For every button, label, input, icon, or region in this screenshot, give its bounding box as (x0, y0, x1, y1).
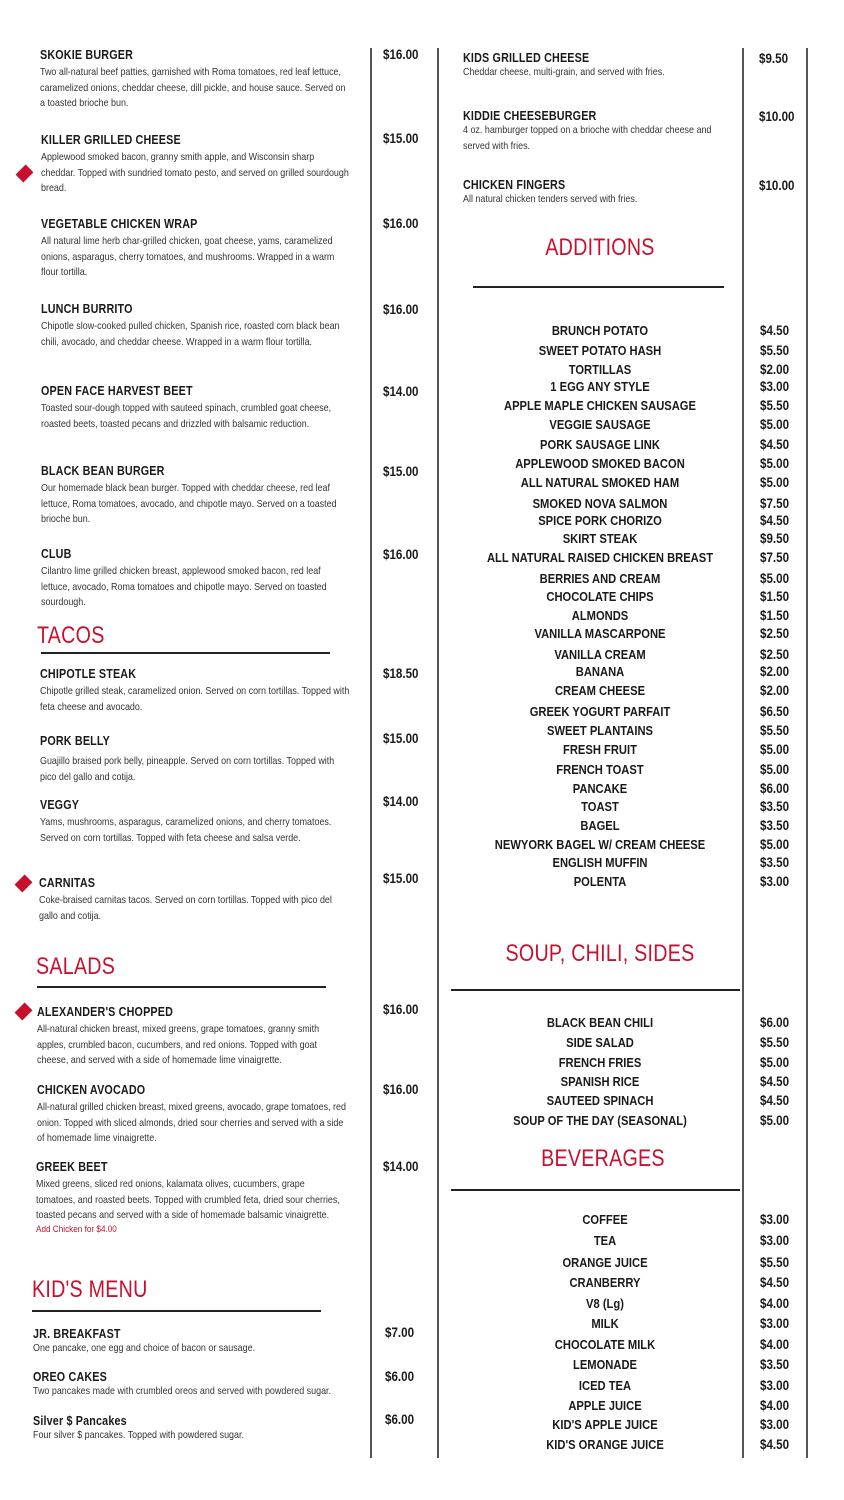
menu-item (41, 384, 351, 432)
list-item-price: $4.00 (760, 1337, 790, 1352)
item-price: $16.00 (383, 547, 419, 562)
list-item-name: BLACK BEAN CHILI (546, 1015, 654, 1030)
list-item-price: $9.50 (760, 531, 790, 546)
item-description: Two all-natural beef patties, garnished with Roma tomatoes, red leaf lettuce, caramelized onions, cheddar cheese, dill pickle, and house sauce. Served on a toasted brioche bun. (40, 67, 346, 109)
list-item-price: $5.00 (760, 762, 790, 777)
list-item-price: $5.00 (760, 571, 790, 586)
item-description: Our homemade black bean burger. Topped with cheddar cheese, red leaf lettuce, Roma tomatoes, avocado, and chipotle mayo. Served on a toasted brioche bun. (41, 483, 337, 525)
item-price: $15.00 (383, 871, 419, 886)
list-item-price: $5.50 (760, 1255, 790, 1270)
item-price: $10.00 (759, 178, 795, 193)
list-item-name: SWEET PLANTAINS (546, 723, 653, 738)
menu-item (40, 798, 350, 846)
item-name: CLUB (41, 547, 72, 561)
list-item-name: CHOCOLATE CHIPS (546, 589, 654, 604)
list-item-price: $3.00 (760, 379, 790, 394)
menu-item (33, 1370, 343, 1400)
list-item-price: $3.00 (760, 1212, 790, 1227)
item-price: $7.00 (385, 1325, 415, 1340)
menu-item (40, 734, 350, 785)
list-item-price: $4.50 (760, 323, 790, 338)
item-price: $18.50 (383, 666, 419, 681)
list-item-price: $3.50 (760, 818, 790, 833)
list-item-name: LEMONADE (573, 1357, 637, 1372)
list-item-name: APPLE JUICE (568, 1398, 642, 1413)
list-item-price: $4.50 (760, 1074, 790, 1089)
list-item-name: V8 (Lg) (586, 1296, 624, 1311)
list-item-name: VANILLA MASCARPONE (534, 626, 666, 641)
item-description: Applewood smoked bacon, granny smith apple, and Wisconsin sharp cheddar. Topped with sundried tomato pesto, and served on grilled sourdough bread. (41, 152, 349, 194)
list-item-price: $3.50 (760, 1357, 790, 1372)
list-item-price: $5.00 (760, 1055, 790, 1070)
list-item-price: $3.00 (760, 1233, 790, 1248)
list-item-price: $3.00 (760, 1378, 790, 1393)
list-item-price: $6.00 (760, 1015, 790, 1030)
item-name: VEGGY (40, 798, 80, 812)
menu-item (36, 1160, 346, 1235)
item-name: OPEN FACE HARVEST BEET (41, 384, 193, 398)
item-description: 4 oz. hamburger topped on a brioche with cheddar cheese and served with fries. (463, 125, 712, 152)
item-name: CHICKEN FINGERS (463, 178, 566, 192)
section-title: BEVERAGES (541, 1145, 665, 1172)
list-item-price: $2.00 (760, 362, 790, 377)
item-price: $6.00 (385, 1412, 415, 1427)
list-item-price: $3.00 (760, 1417, 790, 1432)
list-item-name: SMOKED NOVA SALMON (532, 496, 668, 511)
item-price: $14.00 (383, 384, 419, 399)
list-item-price: $5.00 (760, 837, 790, 852)
item-description: Yams, mushrooms, asparagus, caramelized onions, and cherry tomatoes. Served on corn tortillas. Topped with feta cheese and salsa verde. (40, 817, 332, 844)
item-description: All natural chicken tenders served with fries. (463, 194, 638, 205)
menu-item (41, 302, 351, 350)
list-item-price: $4.50 (760, 1437, 790, 1452)
menu-item (40, 48, 350, 112)
menu-item (37, 1005, 347, 1069)
list-item-name: NEWYORK BAGEL W/ CREAM CHEESE (494, 837, 706, 852)
item-description: One pancake, one egg and choice of bacon or sausage. (33, 1343, 256, 1354)
item-price: $6.00 (385, 1369, 415, 1384)
item-name: KIDS GRILLED CHEESE (463, 51, 590, 65)
item-name: ALEXANDER'S CHOPPED (37, 1005, 174, 1019)
list-item-name: APPLEWOOD SMOKED BACON (515, 456, 685, 471)
red-diamond-icon (15, 1003, 33, 1021)
list-item-price: $4.50 (760, 513, 790, 528)
item-name: JR. BREAKFAST (33, 1327, 121, 1341)
list-item-name: MILK (591, 1316, 619, 1331)
item-name: PORK BELLY (40, 734, 111, 748)
item-name: KIDDIE CHEESEBURGER (463, 109, 597, 123)
list-item-price: $1.50 (760, 608, 790, 623)
item-name: CHIPOTLE STEAK (40, 667, 137, 681)
list-item-price: $5.00 (760, 1113, 790, 1128)
column-divider (370, 48, 372, 1458)
list-item-name: VEGGIE SAUSAGE (549, 417, 651, 432)
list-item-price: $5.50 (760, 343, 790, 358)
list-item-name: ORANGE JUICE (562, 1255, 648, 1270)
list-item-name: BERRIES AND CREAM (539, 571, 661, 586)
section-divider (473, 286, 724, 288)
item-name: LUNCH BURRITO (41, 302, 133, 316)
section-title: KID'S MENU (32, 1276, 148, 1303)
item-description: Cheddar cheese, multi-grain, and served with fries. (463, 67, 665, 78)
list-item-price: $2.00 (760, 683, 790, 698)
list-item-name: GREEK YOGURT PARFAIT (529, 704, 671, 719)
list-item-name: SIDE SALAD (566, 1035, 634, 1050)
column-divider (806, 48, 808, 1458)
menu-item (463, 109, 773, 154)
list-item-price: $6.50 (760, 704, 790, 719)
list-item-name: POLENTA (573, 874, 627, 889)
list-item-name: COFFEE (582, 1212, 628, 1227)
list-item-name: BANANA (575, 664, 625, 679)
add-on-note: Add Chicken for $4.00 (36, 1223, 117, 1235)
item-price: $14.00 (383, 1159, 419, 1174)
list-item-price: $5.50 (760, 723, 790, 738)
list-item-name: ALL NATURAL RAISED CHICKEN BREAST (486, 550, 714, 565)
item-name: VEGETABLE CHICKEN WRAP (41, 217, 198, 231)
list-item-price: $4.00 (760, 1296, 790, 1311)
list-item-name: ENGLISH MUFFIN (552, 855, 648, 870)
item-description: Two pancakes made with crumbled oreos and served with powdered sugar. (33, 1386, 332, 1397)
red-diamond-icon (15, 875, 33, 893)
list-item-price: $5.50 (760, 398, 790, 413)
list-item-name: SWEET POTATO HASH (538, 343, 662, 358)
menu-item (463, 178, 773, 208)
list-item-name: PANCAKE (572, 781, 628, 796)
list-item-price: $5.00 (760, 475, 790, 490)
section-title: SALADS (36, 953, 116, 980)
list-item-name: CREAM CHEESE (554, 683, 646, 698)
item-price: $15.00 (383, 131, 419, 146)
list-item-name: FRENCH TOAST (556, 762, 644, 777)
section-title: TACOS (37, 622, 105, 649)
menu-item (41, 217, 351, 281)
list-item-name: APPLE MAPLE CHICKEN SAUSAGE (504, 398, 696, 413)
section-divider (32, 1310, 321, 1312)
list-item-name: FRENCH FRIES (558, 1055, 642, 1070)
list-item-name: SPANISH RICE (560, 1074, 640, 1089)
list-item-price: $7.50 (760, 550, 790, 565)
list-item-price: $2.50 (760, 647, 790, 662)
menu-item (41, 547, 351, 611)
list-item-price: $1.50 (760, 589, 790, 604)
item-description: All natural lime herb char-grilled chicken, goat cheese, yams, caramelized onions, asparagus, cherry tomatoes, and mushrooms. Wrapped in a warm flour tortilla. (41, 236, 335, 278)
item-name: KILLER GRILLED CHEESE (41, 133, 181, 147)
list-item-price: $2.00 (760, 664, 790, 679)
list-item-name: SKIRT STEAK (562, 531, 638, 546)
item-description: Four silver $ pancakes. Topped with powdered sugar. (33, 1430, 244, 1441)
list-item-name: SPICE PORK CHORIZO (538, 513, 662, 528)
list-item-name: 1 EGG ANY STYLE (550, 379, 650, 394)
list-item-price: $3.50 (760, 855, 790, 870)
item-name: CHICKEN AVOCADO (37, 1083, 146, 1097)
menu-item (39, 876, 349, 924)
list-item-name: TEA (593, 1233, 617, 1248)
section-divider (37, 986, 326, 988)
item-description: Chipotle slow-cooked pulled chicken, Spanish rice, roasted corn black bean chili, avocado, and cheddar cheese. Wrapped in a warm flour tortilla. (41, 321, 340, 348)
list-item-name: PORK SAUSAGE LINK (540, 437, 660, 452)
list-item-price: $3.00 (760, 874, 790, 889)
item-price: $15.00 (383, 464, 419, 479)
item-price: $15.00 (383, 731, 419, 746)
menu-item (33, 1414, 343, 1444)
item-price: $16.00 (383, 216, 419, 231)
list-item-price: $5.00 (760, 417, 790, 432)
section-title: SOUP, CHILI, SIDES (505, 940, 695, 967)
list-item-name: VANILLA CREAM (554, 647, 646, 662)
item-price: $16.00 (383, 302, 419, 317)
list-item-name: CHOCOLATE MILK (554, 1337, 656, 1352)
list-item-price: $3.50 (760, 799, 790, 814)
list-item-price: $3.00 (760, 1316, 790, 1331)
item-price: $14.00 (383, 794, 419, 809)
item-description: All-natural grilled chicken breast, mixed greens, avocado, grape tomatoes, red onion. Topped with sliced almonds, dried sour cherries and served with a side of homemade lime vinaigrette. (37, 1102, 346, 1144)
section-title: ADDITIONS (545, 234, 655, 261)
item-price: $9.50 (759, 51, 789, 66)
list-item-price: $4.50 (760, 1093, 790, 1108)
item-name: GREEK BEET (36, 1160, 108, 1174)
item-description: Mixed greens, sliced red onions, kalamata olives, cucumbers, grape tomatoes, and roasted beets. Topped with crumbled feta, dried sour cherries, toasted pecans and served with a side of homemade balsamic vinaigrette. (36, 1179, 340, 1221)
list-item-name: BAGEL (580, 818, 620, 833)
menu-item (41, 133, 351, 197)
list-item-name: SAUTEED SPINACH (546, 1093, 654, 1108)
item-name: CARNITAS (39, 876, 96, 890)
list-item-price: $5.00 (760, 456, 790, 471)
list-item-price: $4.00 (760, 1398, 790, 1413)
list-item-name: TOAST (581, 799, 619, 814)
column-divider (437, 48, 439, 1458)
list-item-price: $4.50 (760, 437, 790, 452)
menu-item (37, 1083, 347, 1147)
list-item-price: $5.00 (760, 742, 790, 757)
item-description: Chipotle grilled steak, caramelized onion. Served on corn tortillas. Topped with feta cheese and avocado. (40, 686, 350, 713)
list-item-price: $5.50 (760, 1035, 790, 1050)
section-divider (451, 989, 740, 991)
menu-item (41, 464, 351, 528)
section-divider (41, 652, 330, 654)
item-price: $16.00 (383, 1082, 419, 1097)
list-item-price: $2.50 (760, 626, 790, 641)
list-item-price: $4.50 (760, 1275, 790, 1290)
list-item-name: TORTILLAS (568, 362, 632, 377)
item-price: $16.00 (383, 47, 419, 62)
menu-item (33, 1327, 343, 1357)
list-item-name: ICED TEA (578, 1378, 632, 1393)
red-diamond-icon (16, 165, 34, 183)
list-item-name: SOUP OF THE DAY (SEASONAL) (513, 1113, 687, 1128)
item-name: SKOKIE BURGER (40, 48, 134, 62)
item-name: Silver $ Pancakes (33, 1414, 127, 1428)
item-description: Toasted sour-dough topped with sauteed spinach, crumbled goat cheese, roasted beets, toasted pecans and drizzled with balsamic reduction. (41, 403, 332, 430)
menu-item (463, 51, 773, 81)
list-item-name: CRANBERRY (569, 1275, 641, 1290)
item-description: Cilantro lime grilled chicken breast, applewood smoked bacon, red leaf lettuce, avocado, Roma tomatoes and chipotle mayo. Served on toasted sourdough. (41, 566, 327, 608)
section-divider (451, 1189, 740, 1191)
item-name: BLACK BEAN BURGER (41, 464, 165, 478)
item-description: Coke-braised carnitas tacos. Served on corn tortillas. Topped with pico del gallo and cotija. (39, 895, 332, 922)
item-description: All-natural chicken breast, mixed greens, grape tomatoes, granny smith apples, crumbled bacon, cucumbers, and red onions. Topped with goat cheese, and served with a side of homemade lime vinaigrette. (37, 1024, 320, 1066)
list-item-name: KID'S APPLE JUICE (552, 1417, 658, 1432)
item-price: $10.00 (759, 109, 795, 124)
list-item-name: KID'S ORANGE JUICE (546, 1437, 664, 1452)
item-name: OREO CAKES (33, 1370, 108, 1384)
menu-item (40, 667, 350, 715)
list-item-name: ALL NATURAL SMOKED HAM (520, 475, 680, 490)
item-description: Guajillo braised pork belly, pineapple. Served on corn tortillas. Topped with pico del gallo and cotija. (40, 756, 335, 783)
list-item-name: FRESH FRUIT (563, 742, 637, 757)
column-divider (742, 48, 744, 1458)
list-item-price: $7.50 (760, 496, 790, 511)
list-item-price: $6.00 (760, 781, 790, 796)
list-item-name: BRUNCH POTATO (551, 323, 649, 338)
list-item-name: ALMONDS (571, 608, 629, 623)
item-price: $16.00 (383, 1002, 419, 1017)
